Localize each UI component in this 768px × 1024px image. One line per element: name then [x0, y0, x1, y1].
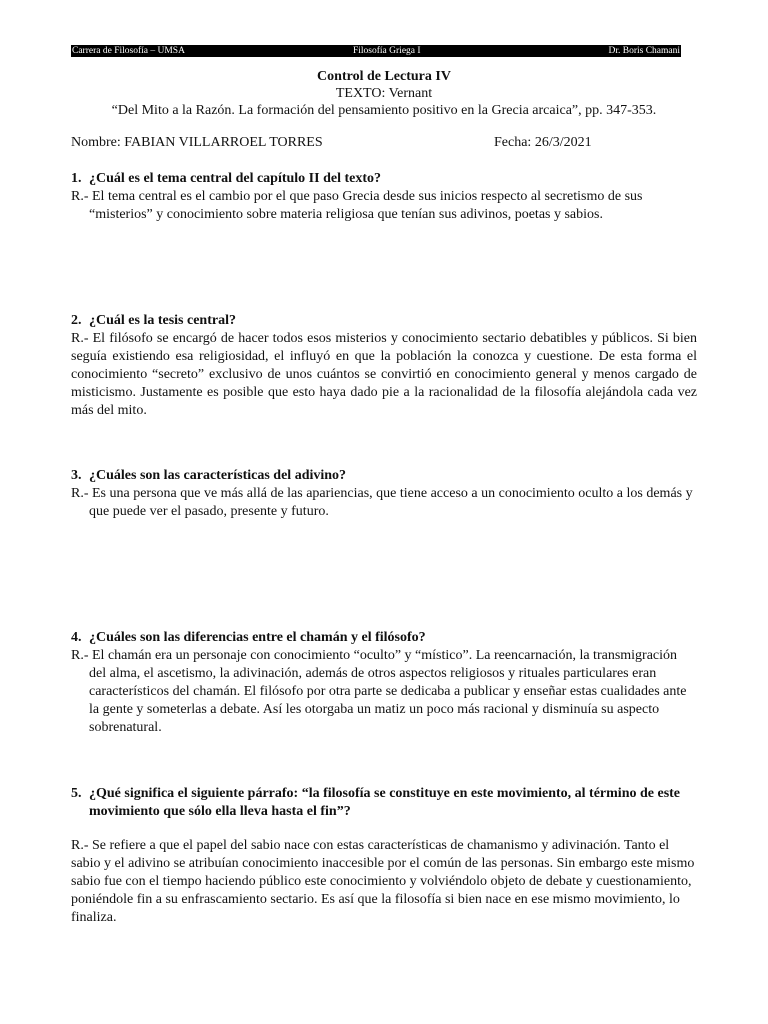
header-subject: Filosofía Griega I — [353, 46, 421, 56]
question-5 — [71, 785, 697, 927]
document-reference: “Del Mito a la Razón. La formación del pensamiento positivo en la Grecia arcaica”, pp. 347-353. — [111, 103, 657, 118]
page-header — [71, 45, 681, 57]
student-name: Nombre: FABIAN VILLARROEL TORRES — [71, 135, 323, 150]
question-text: ¿Cuál es la tesis central? — [89, 313, 236, 328]
question-number: 1. — [71, 171, 82, 186]
question-text: ¿Cuáles son las características del adivino? — [89, 468, 347, 483]
question-4 — [71, 629, 697, 737]
question-number: 2. — [71, 313, 82, 328]
question-1 — [71, 170, 697, 224]
question-title — [71, 467, 697, 485]
question-text: ¿Cuáles son las diferencias entre el chamán y el filósofo? — [89, 630, 426, 645]
answer-text: R.- Se refiere a que el papel del sabio nace con estas características de chamanismo y adivinación. Tanto el sabio y el adivino se atribuían conocimiento inaccesible por el común de las personas. Sin embargo este mismo sabio fue con el tiempo haciendo público este conocimiento y volviéndolo objeto de debate y cuestionamiento, poniéndole fin a su enfrascamiento sectario. Es así que la filosofía si bien nace en ese mismo movimiento, lo finaliza. — [71, 838, 695, 925]
question-title — [71, 629, 697, 647]
question-3 — [71, 467, 697, 521]
question-number: 5. — [71, 786, 82, 801]
header-course: Carrera de Filosofía – UMSA — [72, 46, 185, 56]
question-title — [71, 312, 697, 330]
question-text: ¿Cuál es el tema central del capítulo II del texto? — [89, 171, 382, 186]
answer-text: R.- Es una persona que ve más allá de las apariencias, que tiene acceso a un conocimiento oculto a los demás y que puede ver el pasado, presente y futuro. — [71, 486, 693, 519]
question-2 — [71, 312, 697, 420]
answer-text: R.- El filósofo se encargó de hacer todos esos misterios y conocimiento sectario debatibles y públicos. Si bien seguía existiendo esa religiosidad, el influyó en que la población la conozca y cuestione. De esta forma el conocimiento “secreto” exclusivo de unos cuántos se convirtió en conocimiento general y menos cargado de misticismo. Justamente es posible que esto haya dado pie a la racionalidad de la filosofía alejándola cada vez más del mito. — [71, 331, 697, 418]
question-number: 3. — [71, 468, 82, 483]
question-text: ¿Qué significa el siguiente párrafo: “la filosofía se constituye en este movimiento, al término de este movimiento que sólo ella lleva hasta el fin”? — [89, 786, 681, 819]
question-title — [71, 170, 697, 188]
answer-text: R.- El tema central es el cambio por el que paso Grecia desde sus inicios respecto al secretismo de sus “misterios” y conocimiento sobre materia religiosa que tenían sus adivinos, poetas y sabios. — [71, 189, 643, 222]
document-text-label: TEXTO: Vernant — [335, 86, 433, 101]
document-title: Control de Lectura IV — [317, 69, 451, 84]
question-title — [71, 785, 697, 821]
document-title-block — [71, 68, 697, 119]
submission-date: Fecha: 26/3/2021 — [494, 135, 592, 150]
question-number: 4. — [71, 630, 82, 645]
answer-text: R.- El chamán era un personaje con conocimiento “oculto” y “místico”. La reencarnación, la transmigración del alma, el ascetismo, la adivinación, además de otros aspectos religiosos y rituales particulares eran característicos del chamán. El filósofo por otra parte se dedicaba a publicar y enseñar estas cualidades ante la gente y someterlas a debate. Así les otorgaba un matiz un poco más racional y disminuía su aspecto sobrenatural. — [71, 648, 687, 735]
header-professor: Dr. Boris Chamani — [608, 46, 680, 56]
